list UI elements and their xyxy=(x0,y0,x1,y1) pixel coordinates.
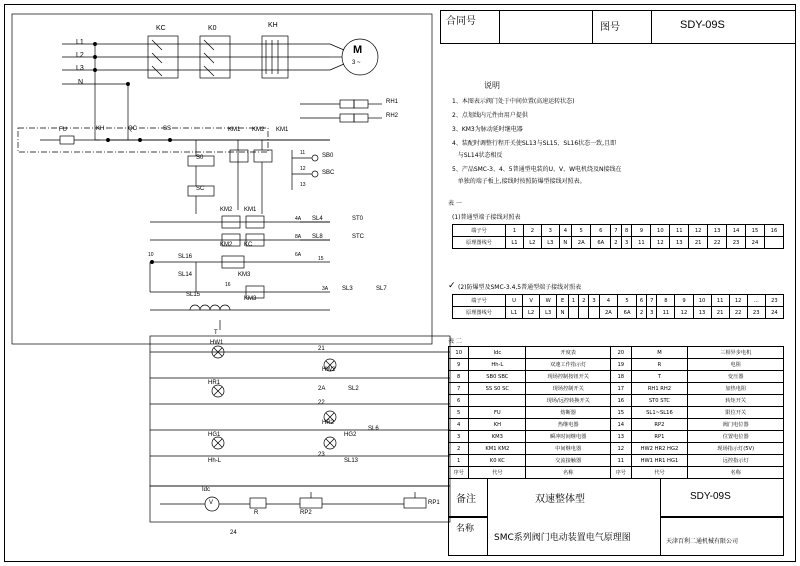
label-KM2-a: KM2 xyxy=(252,127,265,133)
bom-cell: KM3 xyxy=(469,431,526,443)
bom-cell: 8 xyxy=(449,371,469,383)
label-N: N xyxy=(78,79,84,86)
bom-cell: HW1 HR1 HG1 xyxy=(631,455,688,467)
table-row xyxy=(449,443,784,455)
note-5: 5、产品SMC-3、4、5普通型电装的U、V、W电机绕及N接线在 xyxy=(452,166,622,173)
table-row xyxy=(449,395,784,407)
bom-cell: SL1~SL16 xyxy=(631,407,688,419)
label-RH1: RH1 xyxy=(386,99,399,105)
table-one-subtitle: (1)普通型端子接线对照表 xyxy=(452,214,521,221)
label-KM1-b: KM1 xyxy=(276,127,289,133)
label-QC: QC xyxy=(128,126,137,132)
drawing-no-label: 图号 xyxy=(600,22,620,33)
bom-cell: R xyxy=(631,359,688,371)
label-STC: STC xyxy=(352,234,364,240)
label-SL14: SL14 xyxy=(178,272,193,278)
contract-no-label: 合同号 xyxy=(446,16,476,27)
bom-cell: SS S0 SC xyxy=(469,383,526,395)
bom-cell: 交流接触器 xyxy=(526,455,611,467)
motor-label: M xyxy=(353,44,363,56)
drawing-no-value: SDY-09S xyxy=(680,19,725,31)
bom-cell: 2 xyxy=(449,443,469,455)
label-R: R xyxy=(254,510,259,516)
bom-cell: 14 xyxy=(611,419,631,431)
bom-cell: 4 xyxy=(449,419,469,431)
table-row xyxy=(449,383,784,395)
note-4-cont: 与SL14状态相反 xyxy=(452,152,503,159)
label-SL16: SL16 xyxy=(178,254,193,260)
label-2A-low: 2A xyxy=(318,386,326,392)
note-3: 3、KM3为脉动延时继电器 xyxy=(452,126,523,133)
table-row xyxy=(449,347,784,359)
bom-caption: 表 二 xyxy=(448,338,462,345)
bom-cell: 三相异步电机 xyxy=(688,347,784,359)
motor-phase-label: 3 ~ xyxy=(352,60,361,66)
bom-cell: 名称 xyxy=(526,467,611,479)
label-SL7: SL7 xyxy=(376,286,387,292)
label-RP2: RP2 xyxy=(300,510,312,516)
label-24: 23 xyxy=(318,452,325,458)
bom-cell: T xyxy=(631,371,688,383)
bom-cell: HW2 HR2 HG2 xyxy=(631,443,688,455)
terminal-table-explosionproof xyxy=(452,294,784,319)
bom-cell: ST0 STC xyxy=(631,395,688,407)
bom-cell: 位置电位器 xyxy=(688,431,784,443)
table-row: 端子号 U V W E 1 2 3 4 5 6 7 8 9 10 11 12 … 23 xyxy=(453,295,784,307)
title-code-value: SDY-09S xyxy=(690,491,731,502)
bom-cell: 序号 xyxy=(611,467,631,479)
label-L3: L3 xyxy=(76,65,84,72)
bom-cell: 加热电阻 xyxy=(688,383,784,395)
bom-header-row xyxy=(449,467,784,479)
node-11: 11 xyxy=(300,150,306,156)
node-4A: 4A xyxy=(295,216,302,222)
bom-cell: 16 xyxy=(611,395,631,407)
bom-cell: M xyxy=(631,347,688,359)
label-KM3-a: KM3 xyxy=(238,272,251,278)
label-23: 24 xyxy=(230,530,237,536)
label-SB0: SB0 xyxy=(322,153,334,159)
table-two-subtitle: (2)防爆型及SMC-3.4,5普通型端子接线对照表 xyxy=(458,284,582,291)
table-row xyxy=(449,359,784,371)
label-RH2: RH2 xyxy=(386,113,399,119)
label-KH-top: KH xyxy=(268,22,278,29)
label-21: 21 xyxy=(318,346,325,352)
table-row xyxy=(449,407,784,419)
bom-cell: 13 xyxy=(611,431,631,443)
bom-cell: 6 xyxy=(449,395,469,407)
bom-cell: 9 xyxy=(449,359,469,371)
label-L2: L2 xyxy=(76,52,84,59)
remark-value: 双速整体型 xyxy=(535,494,585,505)
label-SL15: SL15 xyxy=(186,292,201,298)
table-row xyxy=(449,371,784,383)
label-Idc: Idc xyxy=(202,487,211,493)
bom-cell: KH xyxy=(469,419,526,431)
label-KM1-a: KM1 xyxy=(228,127,241,133)
node-3A: 3A xyxy=(322,286,329,292)
bom-cell: 序号 xyxy=(449,467,469,479)
bom-cell: SB0 SBC xyxy=(469,371,526,383)
label-L1: L1 xyxy=(76,39,84,46)
label-SS: SS xyxy=(163,126,172,132)
label-HG1: HG1 xyxy=(208,432,221,438)
bom-cell: RP1 xyxy=(631,431,688,443)
bom-cell: 限位开关 xyxy=(688,407,784,419)
bom-cell: 双速工作指示灯 xyxy=(526,359,611,371)
bom-cell: 19 xyxy=(611,359,631,371)
label-SBC: SBC xyxy=(322,170,335,176)
label-voltmeter: V xyxy=(209,500,214,506)
bom-cell: 3 xyxy=(449,431,469,443)
bom-cell: 1 xyxy=(449,455,469,467)
label-SC: SC xyxy=(196,186,205,192)
bom-cell: 现场控制按钮开关 xyxy=(526,371,611,383)
remark-label: 备注 xyxy=(456,494,476,505)
label-SL2: SL2 xyxy=(348,386,359,392)
label-ST0: ST0 xyxy=(352,216,364,222)
bom-cell: 远控指示灯 xyxy=(688,455,784,467)
bom-cell: 开度表 xyxy=(526,347,611,359)
node-13: 13 xyxy=(300,182,306,188)
label-FU: FU xyxy=(59,127,67,133)
table-one-caption: 表 一 xyxy=(448,200,462,207)
label-SL3: SL3 xyxy=(342,286,353,292)
name-label-cell xyxy=(448,517,488,556)
bom-cell xyxy=(469,395,526,407)
note-1: 1、本图表示阀门处于中间位置(高速运转状态) xyxy=(452,98,575,105)
bom-cell: K0 KC xyxy=(469,455,526,467)
label-Hh-L: Hh-L xyxy=(208,458,222,464)
table-row: 原理图线号 L1 L2 L3 N 2A 6A 2 3 11 12 13 21 22 23 24 xyxy=(453,237,784,249)
row-label: 端子号 xyxy=(453,295,506,307)
bom-cell: 现场指示灯(5V) xyxy=(688,443,784,455)
label-KH: KH xyxy=(96,126,105,132)
bom-table xyxy=(448,346,784,479)
label-KC-2: KC xyxy=(244,242,253,248)
label-22: 22 xyxy=(318,400,325,406)
note-2: 2、点划线内元件由用户提供 xyxy=(452,112,528,119)
bom-cell: 熔断器 xyxy=(526,407,611,419)
node-8A: 8A xyxy=(295,234,302,240)
bom-cell: 电阻 xyxy=(688,359,784,371)
label-HR2: HR2 xyxy=(322,420,335,426)
row-label: 原理图线号 xyxy=(453,307,506,319)
bom-cell: 现场/远控转换开关 xyxy=(526,395,611,407)
bom-cell: 12 xyxy=(611,443,631,455)
label-SL4: SL4 xyxy=(312,216,323,222)
label-HG2: HG2 xyxy=(344,432,357,438)
label-SL8: SL8 xyxy=(312,234,323,240)
label-K0: K0 xyxy=(208,25,217,32)
bom-cell: 15 xyxy=(611,407,631,419)
note-5-cont: 单独的端子板上,接线时按照防爆型接线对照表。 xyxy=(452,178,586,185)
table-row xyxy=(449,419,784,431)
label-SL6: SL6 xyxy=(368,426,379,432)
table-row: 端子号 1 2 3 4 5 6 7 8 9 10 11 12 13 14 15 16 xyxy=(453,225,784,237)
bom-cell: KM1 KM2 xyxy=(469,443,526,455)
node-15: 15 xyxy=(318,256,324,262)
label-S0: S0 xyxy=(196,155,204,161)
bom-cell: 热继电器 xyxy=(526,419,611,431)
name-value: SMC系列阀门电动装置电气原理图 xyxy=(494,533,631,543)
company-name: 天津百利二通机械有限公司 xyxy=(666,538,739,545)
check-mark-icon: ✓ xyxy=(448,280,456,290)
label-KM1-c: KM1 xyxy=(244,207,257,213)
bom-cell: 20 xyxy=(611,347,631,359)
bom-cell: 18 xyxy=(611,371,631,383)
bom-cell: FU xyxy=(469,407,526,419)
node-12: 12 xyxy=(300,166,306,172)
node-16: 16 xyxy=(225,282,231,288)
label-KM2-c: KM2 xyxy=(220,242,233,248)
bom-cell: 17 xyxy=(611,383,631,395)
label-HW1: HW1 xyxy=(210,340,224,346)
bom-cell: Idc xyxy=(469,347,526,359)
bom-cell: 瞬冲时间继电器 xyxy=(526,431,611,443)
table-row xyxy=(449,431,784,443)
label-T: T xyxy=(214,330,218,336)
name-label: 名称 xyxy=(456,524,475,534)
node-6A: 6A xyxy=(295,252,302,258)
row-label: 端子号 xyxy=(453,225,506,237)
notes-title: 说明 xyxy=(484,81,500,90)
bom-cell: 5 xyxy=(449,407,469,419)
table-row: 原理图线号 L1 L2 L3 N 2A 6A 2 3 11 12 13 21 22 23 24 xyxy=(453,307,784,319)
row-label: 原理图线号 xyxy=(453,237,506,249)
table-row xyxy=(449,455,784,467)
bom-cell: 10 xyxy=(449,347,469,359)
bom-cell: RP2 xyxy=(631,419,688,431)
bom-cell: Hh-L xyxy=(469,359,526,371)
bom-cell: 转矩开关 xyxy=(688,395,784,407)
bom-cell: 中间继电器 xyxy=(526,443,611,455)
bom-cell: 变压器 xyxy=(688,371,784,383)
node-10: 10 xyxy=(148,252,154,258)
bom-cell: 7 xyxy=(449,383,469,395)
bom-cell: 名称 xyxy=(688,467,784,479)
label-HW2: HW2 xyxy=(322,367,336,373)
label-HR1: HR1 xyxy=(208,380,221,386)
bom-cell: 现场控制开关 xyxy=(526,383,611,395)
bom-cell: 代号 xyxy=(469,467,526,479)
bom-cell: 代号 xyxy=(631,467,688,479)
label-SL13: SL13 xyxy=(344,458,359,464)
label-RP1: RP1 xyxy=(428,500,440,506)
bom-cell: 阀门电位器 xyxy=(688,419,784,431)
label-KM2-b: KM2 xyxy=(220,207,233,213)
terminal-table-standard xyxy=(452,224,784,249)
bom-cell: RH1 RH2 xyxy=(631,383,688,395)
label-KM3-b: KM3 xyxy=(244,296,257,302)
note-4: 4、装配时调整行程开关使SL13与SL15、SL16状态一致,且即 xyxy=(452,140,617,147)
label-KC: KC xyxy=(156,25,166,32)
bom-cell: 11 xyxy=(611,455,631,467)
